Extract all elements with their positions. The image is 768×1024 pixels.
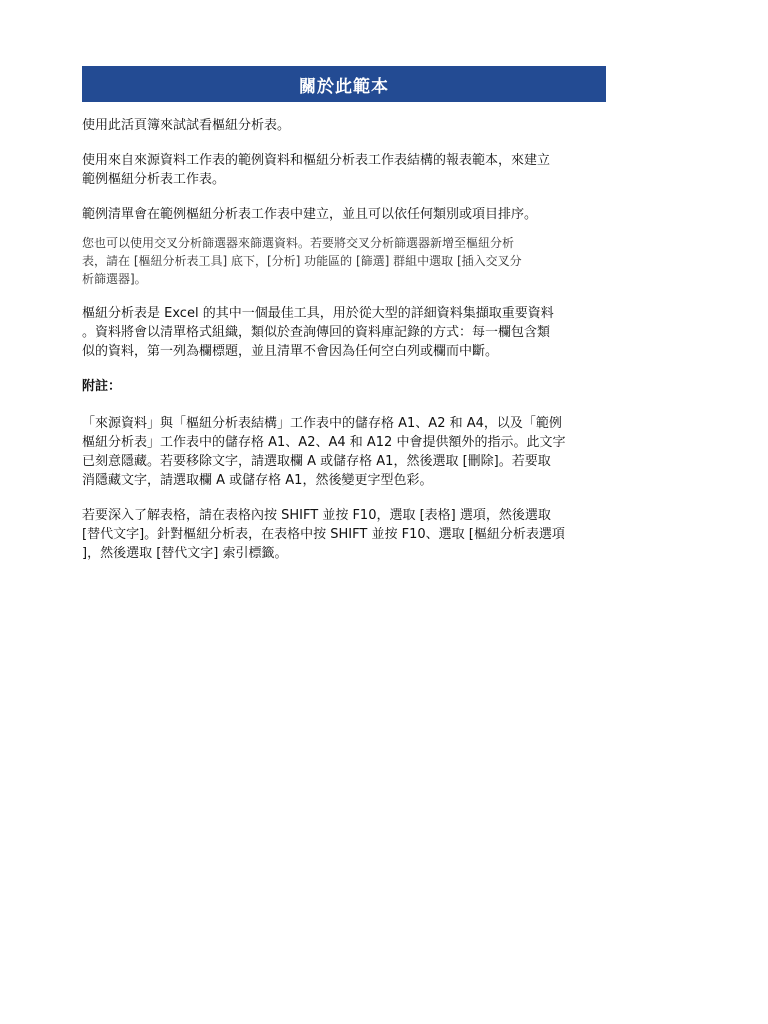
hidden-text-note-paragraph: 「來源資料」與「樞紐分析表結構」工作表中的儲存格 A1、A2 和 A4，以及「範例 樞紐分析表」工作表中的儲存格 A1、A2、A4 和 A12 中會提供額外的指示。此文字 已刻意隱藏。若要移除文字，請選取欄 A 或儲存格 A1，然後選取 [刪除]。若要取 消隱藏文字，請選取欄 A 或儲存格 A1，然後變更字型色彩。	[82, 416, 566, 488]
pivot-description-paragraph: 樞紐分析表是 Excel 的其中一個最佳工具，用於從大型的詳細資料集擷取重要資料 。資料將會以清單格式組織，類似於查詢傳回的資料庫記錄的方式：每一欄包含類 似的資料，第一列為欄標題，並且清單不會因為任何空白列或欄而中斷。	[82, 306, 554, 359]
sample-list-paragraph: 範例清單會在範例樞紐分析表工作表中建立，並且可以依任何類別或項目排序。	[82, 207, 538, 222]
document-body	[82, 116, 610, 579]
template-paragraph: 使用來自來源資料工作表的範例資料和樞紐分析表工作表結構的報表範本，來建立 範例樞紐分析表工作表。	[82, 153, 551, 187]
intro-paragraph: 使用此活頁簿來試試看樞紐分析表。	[82, 118, 291, 133]
page-title: 關於此範本	[299, 76, 389, 97]
slicer-paragraph: 您也可以使用交叉分析篩選器來篩選資料。若要將交叉分析篩選器新增至樞紐分析 表，請在 [樞紐分析表工具] 底下，[分析] 功能區的 [篩選] 群組中選取 [插入交叉分 析篩選器]。	[82, 236, 522, 286]
alt-text-note-paragraph: 若要深入了解表格，請在表格內按 SHIFT 並按 F10，選取 [表格] 選項，然後選取 [替代文字]。針對樞紐分析表，在表格中按 SHIFT 並按 F10、選取 [樞紐分析表選項 ]，然後選取 [替代文字] 索引標籤。	[82, 508, 565, 561]
note-heading: 附註：	[82, 379, 122, 394]
title-banner	[82, 66, 606, 102]
